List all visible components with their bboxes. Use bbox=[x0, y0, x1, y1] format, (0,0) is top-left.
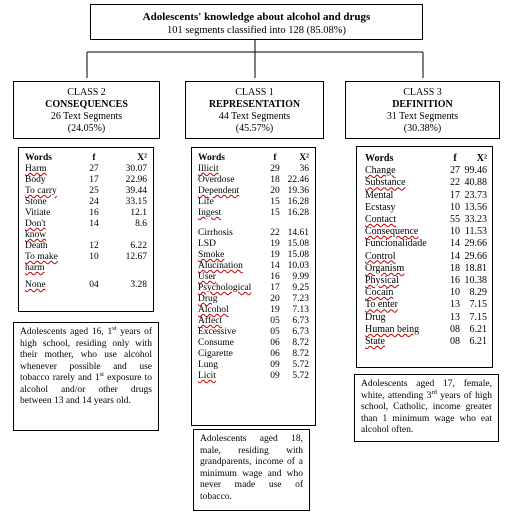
word-cell: To enter bbox=[365, 299, 398, 311]
word-cell: Consequence bbox=[365, 226, 419, 238]
class2-word-table bbox=[25, 153, 147, 291]
class2-name: CONSEQUENCES bbox=[45, 99, 128, 110]
x2-cell: 11.53 bbox=[464, 226, 487, 238]
f-cell: 05 bbox=[270, 327, 280, 337]
words-header: Words bbox=[25, 153, 52, 163]
x2-cell: 6.21 bbox=[469, 336, 487, 348]
word-cell: None bbox=[25, 280, 46, 290]
word-cell: Ecstasy bbox=[365, 201, 396, 213]
x2-cell: 12.1 bbox=[130, 208, 147, 218]
word-cell: Lung bbox=[198, 360, 219, 370]
f-cell: 06 bbox=[270, 338, 280, 348]
f-cell: 13 bbox=[450, 311, 460, 323]
word-cell: State bbox=[365, 336, 385, 348]
class2-description: Adolescents aged 16, 1st years of high school, residing only with their mother, who use alcohol whenever possible and use tobacco rarely and 1st exposure to alcohol and/or other drugs between 13 and 14 years old. bbox=[20, 324, 153, 406]
x2-cell: 39.44 bbox=[125, 186, 147, 196]
word-cell: Consume bbox=[198, 338, 234, 348]
x2-cell: 9.25 bbox=[292, 283, 309, 293]
class1-description: Adolescents aged 18, male, residing with grandparents, income of a minimum wage and who never made use of tobacco. bbox=[200, 434, 303, 502]
class3-segments: 31 Text Segments bbox=[386, 111, 459, 122]
word-cell: Don't know bbox=[25, 219, 47, 240]
word-cell: Contact bbox=[365, 214, 397, 226]
f-cell: 08 bbox=[450, 323, 460, 335]
word-cell: Stone bbox=[25, 197, 47, 207]
x2-cell: 5.72 bbox=[292, 360, 309, 370]
word-cell: Drug bbox=[365, 311, 386, 323]
x2-cell: 99.46 bbox=[464, 165, 487, 177]
x2-cell: 10.03 bbox=[287, 261, 309, 271]
class3-header-box bbox=[345, 81, 500, 139]
f-cell: 16 bbox=[270, 272, 280, 282]
f-cell: 14 bbox=[89, 219, 99, 229]
class1-word-table-box bbox=[191, 147, 316, 426]
x2-cell: 5.72 bbox=[292, 371, 309, 381]
word-cell: Body bbox=[25, 175, 46, 185]
x2-cell: 7.23 bbox=[292, 294, 309, 304]
f-cell: 15 bbox=[270, 208, 280, 218]
x2-cell: 8.72 bbox=[292, 349, 309, 359]
x2-cell: 7.15 bbox=[469, 299, 487, 311]
f-cell: 18 bbox=[450, 262, 460, 274]
word-cell: User bbox=[198, 272, 216, 282]
word-cell: Substance bbox=[365, 177, 406, 189]
root-box bbox=[90, 4, 423, 40]
word-cell: Smoke bbox=[198, 250, 225, 260]
class3-label: CLASS 3 bbox=[403, 87, 442, 98]
words-header: Words bbox=[365, 153, 394, 164]
x2-cell: 15.08 bbox=[287, 239, 309, 249]
x2-cell: 19.36 bbox=[287, 186, 309, 196]
word-cell: Harm bbox=[25, 164, 47, 174]
word-cell: Human being bbox=[365, 323, 420, 335]
class2-header-box bbox=[13, 81, 160, 139]
word-cell: Alcohol bbox=[198, 305, 229, 315]
class3-word-table-box bbox=[356, 146, 493, 368]
word-cell: Psychological bbox=[198, 283, 252, 293]
x2-cell: 29.66 bbox=[464, 250, 487, 262]
class3-percent: (30.38%) bbox=[403, 123, 442, 134]
class3-name: DEFINITION bbox=[392, 99, 453, 110]
x2-cell: 14.61 bbox=[287, 228, 309, 238]
x2-cell: 13.56 bbox=[464, 201, 487, 213]
f-cell: 10 bbox=[450, 226, 460, 238]
x2-cell: 6.21 bbox=[469, 323, 487, 335]
word-cell: Mental bbox=[365, 189, 394, 201]
f-cell: 13 bbox=[450, 299, 460, 311]
class2-segments: 26 Text Segments bbox=[50, 111, 123, 122]
f-cell: 05 bbox=[270, 316, 280, 326]
word-cell: Alucination bbox=[198, 261, 243, 271]
word-cell: Excessive bbox=[198, 327, 236, 337]
word-cell: LSD bbox=[198, 239, 216, 249]
f-header: f bbox=[92, 153, 96, 163]
f-cell: 14 bbox=[450, 250, 460, 262]
x2-cell: 22.46 bbox=[287, 175, 309, 185]
x2-cell: 8.29 bbox=[469, 287, 487, 299]
f-cell: 06 bbox=[270, 349, 280, 359]
word-cell: Physical bbox=[365, 275, 399, 287]
class2-label: CLASS 2 bbox=[67, 87, 106, 98]
word-cell: Licit bbox=[198, 371, 216, 381]
class1-name: REPRESENTATION bbox=[208, 99, 301, 110]
f-cell: 15 bbox=[270, 197, 280, 207]
class3-description-box bbox=[354, 374, 499, 442]
x2-cell: 3.28 bbox=[130, 280, 147, 290]
class3-description: Adolescents aged 17, female, white, attending 3rd years of high school, Catholic, income greater than 1 minimum wage who eat alcohol often. bbox=[361, 379, 492, 435]
f-cell: 25 bbox=[89, 186, 99, 196]
f-cell: 20 bbox=[270, 294, 280, 304]
word-cell: To carry bbox=[25, 186, 57, 196]
words-header: Words bbox=[198, 153, 225, 163]
f-cell: 29 bbox=[270, 164, 280, 174]
x2-cell: 30.07 bbox=[125, 164, 147, 174]
x2-cell: 7.13 bbox=[292, 305, 309, 315]
x2-cell: 16.28 bbox=[287, 208, 309, 218]
f-cell: 09 bbox=[270, 360, 280, 370]
x2-header: X² bbox=[137, 153, 147, 163]
f-cell: 18 bbox=[270, 175, 280, 185]
x2-header: X² bbox=[299, 153, 309, 163]
x2-cell: 12.67 bbox=[125, 252, 147, 262]
f-cell: 17 bbox=[89, 175, 99, 185]
word-cell: Funcionalidade bbox=[365, 238, 427, 250]
class1-header-box bbox=[185, 81, 324, 139]
word-cell: Illicit bbox=[198, 164, 219, 174]
x2-cell: 36 bbox=[299, 164, 309, 174]
class1-segments: 44 Text Segments bbox=[218, 111, 291, 122]
f-cell: 20 bbox=[270, 186, 280, 196]
word-cell: Cigarette bbox=[198, 349, 233, 359]
class3-word-table bbox=[365, 153, 487, 348]
word-cell: Vitiate bbox=[25, 208, 51, 218]
word-cell: To make harm bbox=[25, 252, 58, 273]
f-cell: 08 bbox=[450, 336, 460, 348]
class2-word-table-box bbox=[18, 147, 154, 312]
f-cell: 24 bbox=[89, 197, 99, 207]
f-header: f bbox=[273, 153, 277, 163]
word-cell: Life bbox=[198, 197, 214, 207]
x2-cell: 18.81 bbox=[464, 262, 487, 274]
x2-cell: 7.15 bbox=[469, 311, 487, 323]
x2-cell: 10.38 bbox=[464, 275, 487, 287]
class1-word-table bbox=[198, 153, 309, 382]
f-cell: 17 bbox=[450, 189, 460, 201]
class2-percent: (24.05%) bbox=[67, 123, 106, 134]
x2-cell: 23.73 bbox=[464, 189, 487, 201]
x2-header: X² bbox=[476, 153, 487, 164]
x2-cell: 15.08 bbox=[287, 250, 309, 260]
x2-cell: 29.66 bbox=[464, 238, 487, 250]
class2-description-box bbox=[13, 322, 159, 431]
word-cell: Control bbox=[365, 250, 396, 262]
x2-cell: 16.28 bbox=[287, 197, 309, 207]
root-title: Adolescents' knowledge about alcohol and drugs bbox=[142, 11, 371, 23]
f-cell: 10 bbox=[450, 201, 460, 213]
x2-cell: 33.15 bbox=[125, 197, 147, 207]
class1-description-box bbox=[193, 429, 310, 511]
root-subtitle: 101 segments classified into 128 (85.08%) bbox=[166, 25, 347, 36]
f-cell: 19 bbox=[270, 305, 280, 315]
x2-cell: 33.23 bbox=[464, 214, 487, 226]
f-cell: 10 bbox=[89, 252, 99, 262]
word-cell: Overdose bbox=[198, 175, 235, 185]
class1-percent: (45.57%) bbox=[235, 123, 274, 134]
word-cell: Cocain bbox=[365, 287, 394, 299]
f-cell: 16 bbox=[89, 208, 99, 218]
f-cell: 19 bbox=[270, 250, 280, 260]
word-cell: Drug bbox=[198, 294, 218, 304]
f-cell: 55 bbox=[450, 214, 460, 226]
f-cell: 09 bbox=[270, 371, 280, 381]
x2-cell: 6.73 bbox=[292, 316, 309, 326]
f-cell: 27 bbox=[450, 165, 460, 177]
f-cell: 14 bbox=[450, 238, 460, 250]
x2-cell: 9.99 bbox=[292, 272, 309, 282]
f-cell: 10 bbox=[450, 287, 460, 299]
f-cell: 27 bbox=[89, 164, 99, 174]
x2-cell: 40.88 bbox=[464, 177, 487, 189]
f-cell: 04 bbox=[89, 280, 99, 290]
word-cell: Organism bbox=[365, 262, 405, 274]
word-cell: Dependent bbox=[198, 186, 240, 196]
x2-cell: 6.73 bbox=[292, 327, 309, 337]
f-cell: 22 bbox=[270, 228, 280, 238]
f-cell: 14 bbox=[270, 261, 280, 271]
word-cell: Affect bbox=[198, 316, 223, 326]
f-cell: 16 bbox=[450, 275, 460, 287]
word-cell: Change bbox=[365, 165, 396, 177]
f-cell: 12 bbox=[89, 241, 99, 251]
x2-cell: 6.22 bbox=[130, 241, 147, 251]
word-cell: Ingest bbox=[198, 208, 222, 218]
f-cell: 17 bbox=[270, 283, 280, 293]
class1-label: CLASS 1 bbox=[235, 87, 274, 98]
word-cell: Cirrhosis bbox=[198, 228, 233, 238]
f-cell: 19 bbox=[270, 239, 280, 249]
x2-cell: 8.6 bbox=[135, 219, 147, 229]
f-header: f bbox=[453, 153, 457, 164]
x2-cell: 22.96 bbox=[125, 175, 147, 185]
word-cell: Death bbox=[25, 241, 48, 251]
x2-cell: 8.72 bbox=[292, 338, 309, 348]
f-cell: 22 bbox=[450, 177, 460, 189]
